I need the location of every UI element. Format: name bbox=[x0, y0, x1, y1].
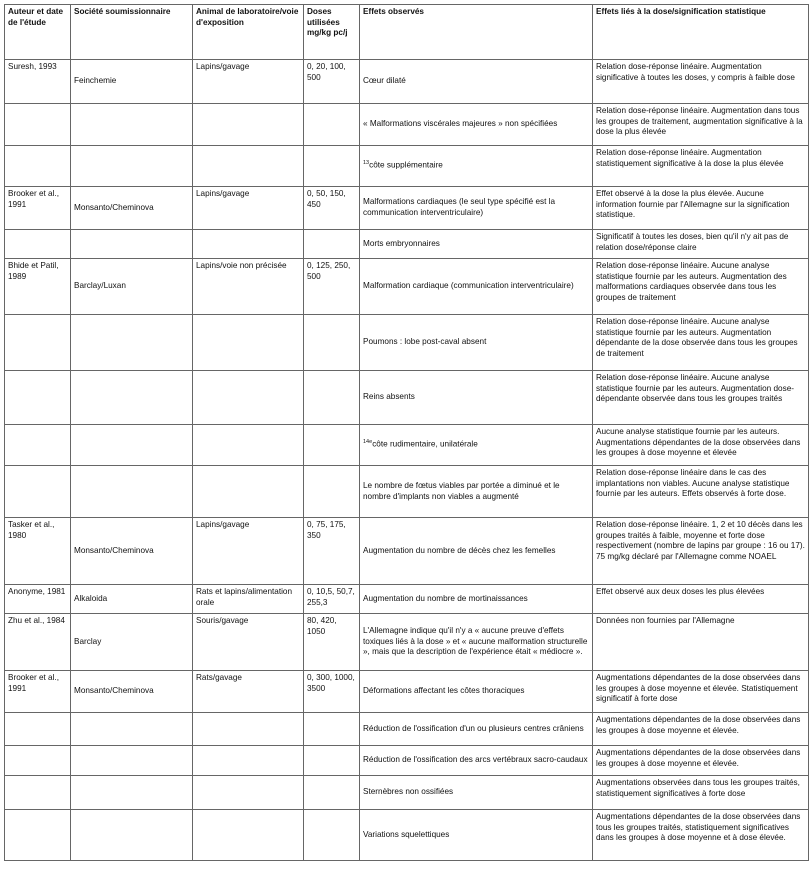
effect-cell-text: Reins absents bbox=[363, 392, 415, 402]
effect-cell bbox=[360, 259, 593, 315]
effect-cell bbox=[360, 713, 593, 746]
company-cell bbox=[71, 776, 193, 810]
doses-cell bbox=[304, 371, 360, 425]
stats-cell-text: Relation dose-réponse linéaire dans le cas des implantations non viables. Aucune analyse statistique fournie par les auteurs. Effets observés à forte dose. bbox=[596, 468, 790, 499]
animal-cell-text: Lapins/gavage bbox=[196, 189, 250, 198]
author-cell bbox=[5, 60, 71, 104]
stats-cell bbox=[593, 585, 809, 614]
stats-cell-text: Relation dose-réponse linéaire. Augmentation dans tous les groupes de traitement, augmentation significative à la dose la plus élevée bbox=[596, 106, 803, 137]
company-cell bbox=[71, 671, 193, 713]
animal-cell bbox=[193, 60, 304, 104]
effect-cell-text: Malformation cardiaque (communication interventriculaire) bbox=[363, 281, 574, 291]
table-row bbox=[5, 671, 809, 713]
animal-cell bbox=[193, 371, 304, 425]
table-row bbox=[5, 315, 809, 371]
author-cell bbox=[5, 371, 71, 425]
animal-cell bbox=[193, 810, 304, 861]
author-cell-text: Tasker et al., 1980 bbox=[8, 520, 55, 540]
author-cell bbox=[5, 585, 71, 614]
effect-cell bbox=[360, 104, 593, 146]
stats-cell bbox=[593, 259, 809, 315]
animal-cell bbox=[193, 187, 304, 230]
stats-cell bbox=[593, 518, 809, 585]
company-cell bbox=[71, 810, 193, 861]
animal-cell bbox=[193, 230, 304, 259]
stats-cell bbox=[593, 746, 809, 776]
stats-cell-text: Relation dose-réponse linéaire. Augmentation significative à toutes les doses, y compris à faible dose bbox=[596, 62, 795, 82]
company-cell bbox=[71, 614, 193, 671]
company-cell-text: Alkaloida bbox=[74, 593, 108, 603]
table-row bbox=[5, 60, 809, 104]
effect-cell bbox=[360, 60, 593, 104]
stats-cell bbox=[593, 230, 809, 259]
doses-cell-text: 0, 125, 250, 500 bbox=[307, 261, 351, 281]
stats-cell-text: Relation dose-réponse linéaire. 1, 2 et 10 décès dans les groupes traités à faible, moyenne et forte dose respectivement (nombre de lapins par groupe : 16 ou 17). 75 mg/kg déclaré par l'Allemagne comme NOAEL bbox=[596, 520, 805, 561]
stats-cell-text: Significatif à toutes les doses, bien qu'il n'y ait pas de relation dose/réponse claire bbox=[596, 232, 789, 252]
table-row bbox=[5, 230, 809, 259]
effect-cell bbox=[360, 230, 593, 259]
stats-cell-text: Relation dose-réponse linéaire. Aucune analyse statistique fournie par les auteurs. Augmentation des malformations cardiaques observée dans tous les groupes de traitement bbox=[596, 261, 787, 302]
table-row bbox=[5, 518, 809, 585]
effect-cell-text: L'Allemagne indique qu'il n'y a « aucune preuve d'effets toxiques liés à la dose » et « aucune malformation structurelle », mais que la description de l'expérience était « médiocre ». bbox=[363, 626, 588, 657]
doses-cell-text: 0, 50, 150, 450 bbox=[307, 189, 346, 209]
header-stats: Effets liés à la dose/signification statistique bbox=[593, 5, 809, 60]
header-doses: Doses utilisées mg/kg pc/j bbox=[304, 5, 360, 60]
effect-cell-text: Sternèbres non ossifiées bbox=[363, 787, 454, 797]
company-cell-text: Feinchemie bbox=[74, 76, 117, 86]
doses-cell bbox=[304, 146, 360, 187]
company-cell bbox=[71, 146, 193, 187]
table-header-row bbox=[5, 5, 809, 60]
animal-cell-text: Lapins/gavage bbox=[196, 520, 250, 529]
stats-cell bbox=[593, 776, 809, 810]
animal-cell bbox=[193, 259, 304, 315]
stats-cell bbox=[593, 60, 809, 104]
company-cell-text: Monsanto/Cheminova bbox=[74, 202, 154, 212]
author-cell bbox=[5, 466, 71, 518]
effect-cell bbox=[360, 746, 593, 776]
effect-cell bbox=[360, 585, 593, 614]
company-cell-text: Monsanto/Cheminova bbox=[74, 686, 154, 696]
doses-cell bbox=[304, 776, 360, 810]
author-cell bbox=[5, 425, 71, 466]
effect-cell bbox=[360, 518, 593, 585]
effect-superscript: 13 bbox=[363, 160, 370, 167]
stats-cell-text: Aucune analyse statistique fournie par les auteurs. Augmentations dépendantes de la dose observées dans les groupes à dose moyenne et élevée bbox=[596, 427, 801, 458]
effect-cell bbox=[360, 776, 593, 810]
table-row bbox=[5, 146, 809, 187]
effect-cell bbox=[360, 315, 593, 371]
effect-cell-text: Cœur dilaté bbox=[363, 76, 406, 86]
stats-cell-text: Données non fournies par l'Allemagne bbox=[596, 616, 735, 625]
author-cell bbox=[5, 713, 71, 746]
stats-cell-text: Relation dose-réponse linéaire. Aucune analyse statistique fournie par les auteurs. Augmentation dépendante de la dose observée dans tous les groupes de traitement bbox=[596, 317, 798, 358]
doses-cell bbox=[304, 810, 360, 861]
effect-cell-text: Déformations affectant les côtes thoraciques bbox=[363, 686, 525, 696]
effect-cell-text: Réduction de l'ossification des arcs vertébraux sacro-caudaux bbox=[363, 755, 588, 765]
doses-cell-text: 80, 420, 1050 bbox=[307, 616, 337, 636]
company-cell bbox=[71, 466, 193, 518]
author-cell bbox=[5, 746, 71, 776]
doses-cell bbox=[304, 466, 360, 518]
author-cell-text: Brooker et al., 1991 bbox=[8, 673, 59, 693]
stats-cell bbox=[593, 104, 809, 146]
animal-cell bbox=[193, 425, 304, 466]
doses-cell bbox=[304, 259, 360, 315]
doses-cell bbox=[304, 315, 360, 371]
animal-cell bbox=[193, 776, 304, 810]
effect-cell bbox=[360, 187, 593, 230]
author-cell bbox=[5, 614, 71, 671]
stats-cell bbox=[593, 810, 809, 861]
author-cell-text: Zhu et al., 1984 bbox=[8, 616, 65, 625]
animal-cell bbox=[193, 614, 304, 671]
effect-cell bbox=[360, 614, 593, 671]
doses-cell bbox=[304, 614, 360, 671]
company-cell bbox=[71, 585, 193, 614]
company-cell bbox=[71, 259, 193, 315]
table-row bbox=[5, 187, 809, 230]
header-company: Société soumissionnaire bbox=[71, 5, 193, 60]
company-cell bbox=[71, 104, 193, 146]
stats-cell bbox=[593, 466, 809, 518]
table-row bbox=[5, 585, 809, 614]
stats-cell-text: Augmentations dépendantes de la dose observées dans tous les groupes traités, statistiquement significatives dans les groupes à dose moyenne et à dose élevée. bbox=[596, 812, 801, 843]
effect-superscript: 14e bbox=[363, 439, 373, 446]
effect-cell-text: Malformations cardiaques (le seul type spécifié est la communication interventriculaire) bbox=[363, 197, 556, 217]
stats-cell bbox=[593, 713, 809, 746]
animal-cell bbox=[193, 518, 304, 585]
doses-cell-text: 0, 10,5, 50,7, 255,3 bbox=[307, 587, 355, 607]
header-animal: Animal de laboratoire/voie d'exposition bbox=[193, 5, 304, 60]
company-cell bbox=[71, 425, 193, 466]
effect-cell-text: Morts embryonnaires bbox=[363, 238, 440, 248]
effect-cell-text: Poumons : lobe post-caval absent bbox=[363, 337, 487, 347]
author-cell bbox=[5, 187, 71, 230]
animal-cell-text: Rats/gavage bbox=[196, 673, 242, 682]
author-cell bbox=[5, 315, 71, 371]
stats-cell bbox=[593, 146, 809, 187]
effect-cell-text: Augmentation du nombre de décès chez les femelles bbox=[363, 545, 556, 555]
animal-cell-text: Lapins/voie non précisée bbox=[196, 261, 287, 270]
doses-cell bbox=[304, 425, 360, 466]
effect-cell-text: « Malformations viscérales majeures » non spécifiées bbox=[363, 119, 558, 129]
company-cell bbox=[71, 315, 193, 371]
author-cell-text: Brooker et al., 1991 bbox=[8, 189, 59, 209]
effect-cell-text: Réduction de l'ossification d'un ou plusieurs centres crâniens bbox=[363, 723, 584, 733]
doses-cell bbox=[304, 104, 360, 146]
stats-cell-text: Effet observé aux deux doses les plus élevées bbox=[596, 587, 765, 596]
animal-cell bbox=[193, 671, 304, 713]
stats-cell-text: Relation dose-réponse linéaire. Augmentation statistiquement significative à la dose la plus élevée bbox=[596, 148, 784, 168]
stats-cell-text: Augmentations observées dans tous les groupes traités, statistiquement significatives à forte dose bbox=[596, 778, 800, 798]
table-row bbox=[5, 259, 809, 315]
doses-cell bbox=[304, 187, 360, 230]
animal-cell bbox=[193, 104, 304, 146]
effect-cell-text: côte supplémentaire bbox=[369, 161, 443, 171]
company-cell-text: Monsanto/Cheminova bbox=[74, 545, 154, 555]
author-cell-text: Bhide et Patil, 1989 bbox=[8, 261, 59, 281]
table-row bbox=[5, 810, 809, 861]
company-cell-text: Barclay/Luxan bbox=[74, 281, 126, 291]
author-cell bbox=[5, 230, 71, 259]
company-cell-text: Barclay bbox=[74, 636, 102, 646]
effect-cell bbox=[360, 425, 593, 466]
animal-cell bbox=[193, 713, 304, 746]
animal-cell-text: Souris/gavage bbox=[196, 616, 249, 625]
author-cell bbox=[5, 671, 71, 713]
company-cell bbox=[71, 518, 193, 585]
effect-cell-text: Variations squelettiques bbox=[363, 829, 450, 839]
stats-cell bbox=[593, 371, 809, 425]
author-cell bbox=[5, 104, 71, 146]
doses-cell-text: 0, 20, 100, 500 bbox=[307, 62, 346, 82]
doses-cell bbox=[304, 671, 360, 713]
stats-cell bbox=[593, 614, 809, 671]
table-row bbox=[5, 746, 809, 776]
study-table bbox=[4, 4, 809, 861]
author-cell bbox=[5, 146, 71, 187]
effect-cell-text: côte rudimentaire, unilatérale bbox=[372, 440, 478, 450]
animal-cell-text: Lapins/gavage bbox=[196, 62, 250, 71]
doses-cell-text: 0, 75, 175, 350 bbox=[307, 520, 346, 540]
effect-cell bbox=[360, 146, 593, 187]
stats-cell bbox=[593, 187, 809, 230]
doses-cell bbox=[304, 585, 360, 614]
stats-cell-text: Augmentations dépendantes de la dose observées dans les groupes à dose moyenne et élevée. bbox=[596, 748, 801, 768]
animal-cell bbox=[193, 746, 304, 776]
stats-cell-text: Relation dose-réponse linéaire. Aucune analyse statistique fournie par les auteurs. Augmentation dose-dépendante observée dans tous les groupes traités bbox=[596, 373, 794, 404]
company-cell bbox=[71, 713, 193, 746]
company-cell bbox=[71, 230, 193, 259]
company-cell bbox=[71, 746, 193, 776]
doses-cell bbox=[304, 230, 360, 259]
company-cell bbox=[71, 371, 193, 425]
doses-cell bbox=[304, 746, 360, 776]
effect-cell bbox=[360, 371, 593, 425]
author-cell bbox=[5, 259, 71, 315]
animal-cell bbox=[193, 585, 304, 614]
effect-cell bbox=[360, 466, 593, 518]
animal-cell bbox=[193, 315, 304, 371]
stats-cell-text: Augmentations dépendantes de la dose observées dans les groupes à dose moyenne et élevée. bbox=[596, 715, 801, 735]
header-author: Auteur et date de l'étude bbox=[5, 5, 71, 60]
header-effects: Effets observés bbox=[360, 5, 593, 60]
company-cell bbox=[71, 60, 193, 104]
doses-cell bbox=[304, 60, 360, 104]
effect-cell-text: Augmentation du nombre de mortinaissances bbox=[363, 593, 528, 603]
author-cell bbox=[5, 810, 71, 861]
stats-cell bbox=[593, 315, 809, 371]
table-row bbox=[5, 104, 809, 146]
effect-cell bbox=[360, 810, 593, 861]
table-row bbox=[5, 713, 809, 746]
table-row bbox=[5, 614, 809, 671]
author-cell-text: Anonyme, 1981 bbox=[8, 587, 66, 596]
doses-cell-text: 0, 300, 1000, 3500 bbox=[307, 673, 355, 693]
stats-cell bbox=[593, 671, 809, 713]
table-row bbox=[5, 776, 809, 810]
animal-cell bbox=[193, 146, 304, 187]
company-cell bbox=[71, 187, 193, 230]
author-cell bbox=[5, 518, 71, 585]
doses-cell bbox=[304, 518, 360, 585]
stats-cell-text: Effet observé à la dose la plus élevée. Aucune information fournie par l'Allemagne sur la signification statistique. bbox=[596, 189, 790, 220]
table-row bbox=[5, 425, 809, 466]
stats-cell-text: Augmentations dépendantes de la dose observées dans les groupes à dose moyenne et élevée. Statistiquement significatif à forte dose bbox=[596, 673, 801, 704]
animal-cell bbox=[193, 466, 304, 518]
table-row bbox=[5, 466, 809, 518]
table-row bbox=[5, 371, 809, 425]
author-cell bbox=[5, 776, 71, 810]
effect-cell bbox=[360, 671, 593, 713]
effect-cell-text: Le nombre de fœtus viables par portée a diminué et le nombre d'implants non viables a augmenté bbox=[363, 480, 560, 501]
stats-cell bbox=[593, 425, 809, 466]
doses-cell bbox=[304, 713, 360, 746]
author-cell-text: Suresh, 1993 bbox=[8, 62, 57, 71]
animal-cell-text: Rats et lapins/alimentation orale bbox=[196, 587, 293, 607]
